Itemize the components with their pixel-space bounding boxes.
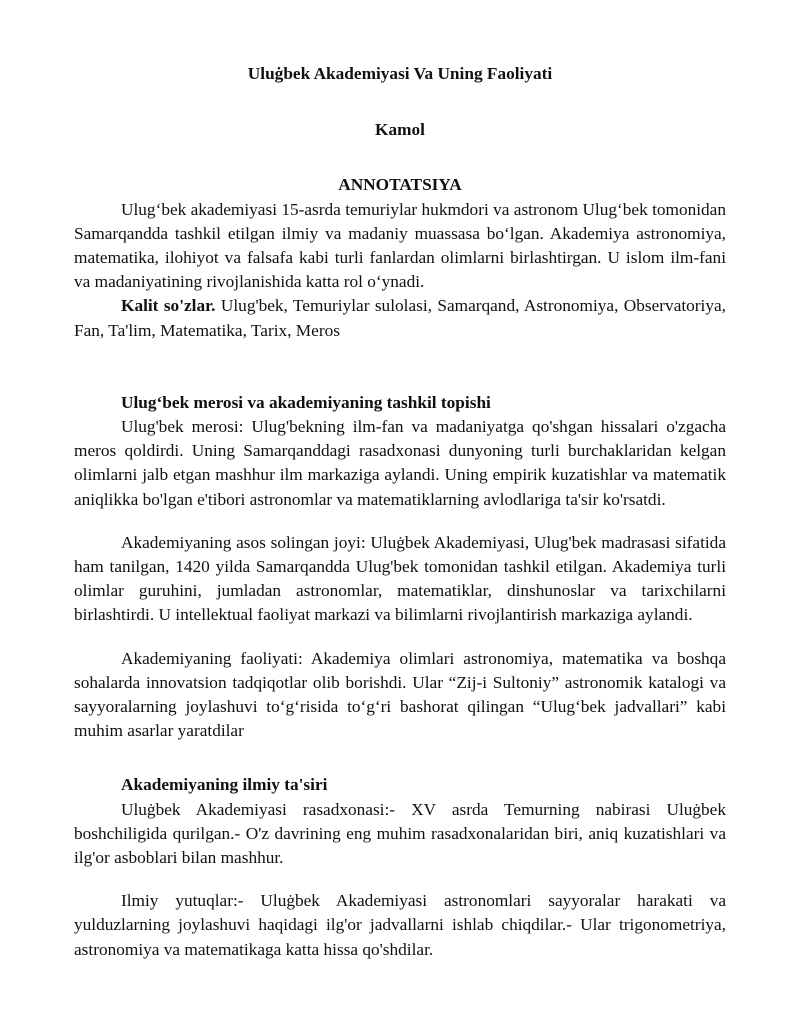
annotation-paragraph: Ulug‘bek akademiyasi 15-asrda temuriylar hukmdori va astronom Ulug‘bek tomonidan Samarqandda tashkil etilgan ilmiy va madaniy muassasa bo‘lgan. Akademiya astronomiya, matematika, ilohiyot va falsafa kabi turli fanlardan olimlarni birlashtirgan. U islom ilm-fani va madaniyatining rivojlanishida katta rol o‘ynadi. xyxy=(74,199,726,292)
keywords-label: Kalit so'zlar. xyxy=(121,296,216,316)
keywords-text: Ulug'bek, Temuriylar sulolasi, Samarqand, Astronomiya, Observatoriya, Fan, Ta'lim, Matematika, Tarix, Meros xyxy=(74,296,726,340)
section1-paragraph-2: Akademiyaning asos solingan joyi: Uluġbek Akademiyasi, Ulug'bek madrasasi sifatida ham tanilgan, 1420 yilda Samarqandda Ulug'bek tomonidan tashkil etilgan. Akademiya turli olimlar guruhini, jumladan astronomlar, matematiklar, dinshunoslar va tarixchilarni birlashtirdi. U intellektual faoliyat markazi va bilimlarni rivojlantirish markaziga aylandi. xyxy=(74,532,726,625)
document-page xyxy=(74,62,726,962)
document-author: Kamol xyxy=(375,120,425,140)
keywords-paragraph xyxy=(74,294,726,342)
section-heading-impact: Akademiyaning ilmiy ta'siri xyxy=(121,775,328,795)
document-title: Uluġbek Akademiyasi Va Uning Faoliyati xyxy=(247,64,553,83)
section-heading-legacy: Ulug‘bek merosi va akademiyaning tashkil topishi xyxy=(121,392,491,412)
section2-paragraph-2: Ilmiy yutuqlar:- Uluġbek Akademiyasi astronomlari sayyoralar harakati va yulduzlarning joylashuvi haqidagi ilg'or jadvallarni ishlab chiqdilar.- Ular trigonometriya, astronomiya va matematikaga katta hissa qo'shdilar. xyxy=(74,891,726,959)
section1-paragraph-1: Ulug'bek merosi: Ulug'bekning ilm-fan va madaniyatga qo'shgan hissalari o'zgacha meros qoldirdi. Uning Samarqanddagi rasadxonasi dunyoning turli burchaklaridan kelgan olimlarni jalb etgan mashhur ilm markaziga aylandi. Uning empirik kuzatishlar va matematik aniqlikka bo'lgan e'tibori astronomlar va matematiklarning avlodlariga ta'sir ko'rsatdi. xyxy=(74,417,726,509)
section1-paragraph-3: Akademiyaning faoliyati: Akademiya olimlari astronomiya, matematika va boshqa sohalarda innovatsion tadqiqotlar olib borishdi. Ular “Zij-i Sultoniy” astronomik katalogi va sayyoralarning joylashuvi to‘g‘risida to‘g‘ri bashorat qilingan “Ulug‘bek jadvallari” kabi muhim asarlar yaratdilar xyxy=(74,648,726,741)
section2-paragraph-1: Uluġbek Akademiyasi rasadxonasi:- XV asrda Temurning nabirasi Uluġbek boshchiligida qurilgan.- O'z davrining eng muhim rasadxonalaridan biri, aniq kuzatishlari va ilg'or asboblari bilan mashhur. xyxy=(74,799,726,868)
annotation-heading: ANNOTATSIYA xyxy=(338,175,462,195)
